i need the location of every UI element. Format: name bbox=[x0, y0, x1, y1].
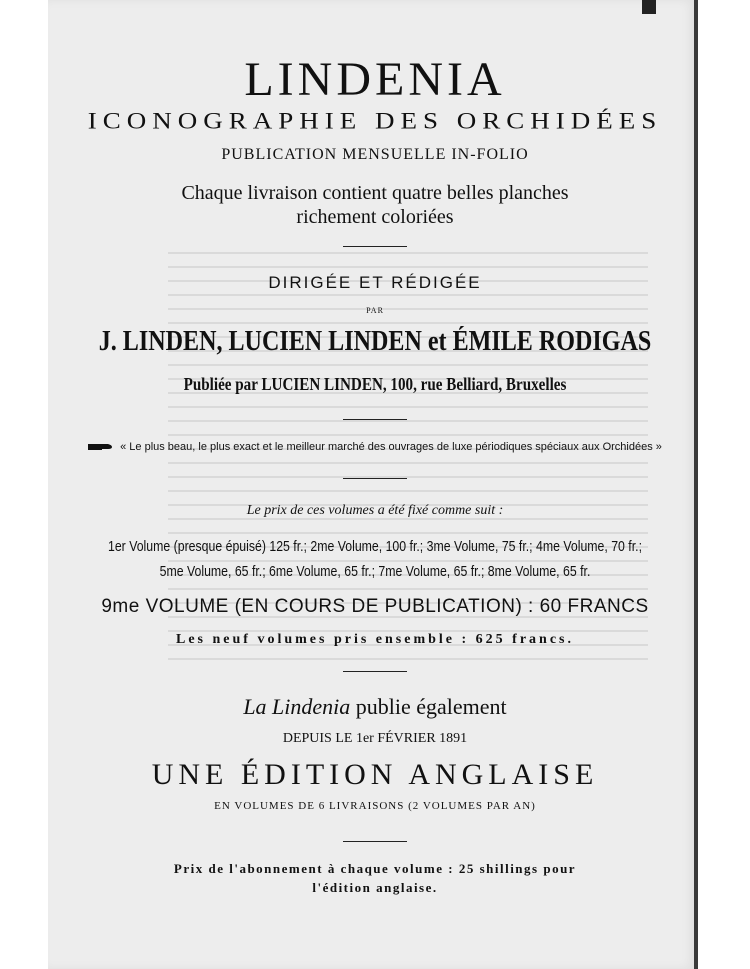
volumes-per-year: EN VOLUMES DE 6 LIVRAISONS (2 VOLUMES PAR AN) bbox=[214, 800, 536, 812]
pointing-hand-icon bbox=[88, 442, 114, 452]
lindenia-name: La Lindenia bbox=[243, 694, 351, 719]
lindenia-publie-line bbox=[0, 694, 750, 720]
ninth-volume-price: 9me VOLUME (EN COURS DE PUBLICATION) : 60 FRANCS bbox=[101, 596, 649, 617]
subscription-line-1: Prix de l'abonnement à chaque volume : 25 shillings pour bbox=[173, 861, 577, 876]
divider-2 bbox=[343, 419, 407, 420]
page-title: LINDENIA bbox=[244, 53, 506, 106]
par-label: PAR bbox=[366, 306, 384, 315]
prices-line-1: 1er Volume (presque épuisé) 125 fr.; 2me Volume, 100 fr.; 3me Volume, 75 fr.; 4me Volume, 70 fr.; bbox=[108, 538, 642, 555]
livraison-line-2: richement coloriées bbox=[296, 206, 454, 228]
since-date: DEPUIS LE 1er FÉVRIER 1891 bbox=[282, 731, 468, 746]
publisher-line: Publiée par LUCIEN LINDEN, 100, rue Belliard, Bruxelles bbox=[183, 374, 567, 394]
quote-text: « Le plus beau, le plus exact et le meilleur marché des ouvrages de luxe périodiques spéciaux aux Orchidées » bbox=[120, 441, 662, 453]
subscription-line-2: l'édition anglaise. bbox=[312, 880, 438, 895]
publication-type: PUBLICATION MENSUELLE IN-FOLIO bbox=[221, 146, 529, 163]
publie-text: publie également bbox=[350, 694, 507, 719]
divider-5 bbox=[343, 841, 407, 842]
divider-1 bbox=[343, 246, 407, 247]
page-corner bbox=[642, 0, 656, 14]
divider-3 bbox=[343, 478, 407, 479]
livraison-line-1: Chaque livraison contient quatre belles planches bbox=[181, 182, 569, 204]
prices-intro: Le prix de ces volumes a été fixé comme suit : bbox=[246, 503, 504, 518]
all-volumes-price: Les neuf volumes pris ensemble : 625 francs. bbox=[176, 632, 574, 647]
dirigee-heading: DIRIGÉE ET RÉDIGÉE bbox=[268, 273, 482, 292]
divider-4 bbox=[343, 671, 407, 672]
page-subtitle: ICONOGRAPHIE DES ORCHIDÉES bbox=[87, 108, 663, 134]
prices-line-2: 5me Volume, 65 fr.; 6me Volume, 65 fr.; 7me Volume, 65 fr.; 8me Volume, 65 fr. bbox=[159, 563, 591, 580]
quote-line bbox=[0, 441, 750, 453]
authors-line: J. LINDEN, LUCIEN LINDEN et ÉMILE RODIGAS bbox=[98, 326, 652, 357]
english-edition-title: UNE ÉDITION ANGLAISE bbox=[151, 758, 599, 791]
